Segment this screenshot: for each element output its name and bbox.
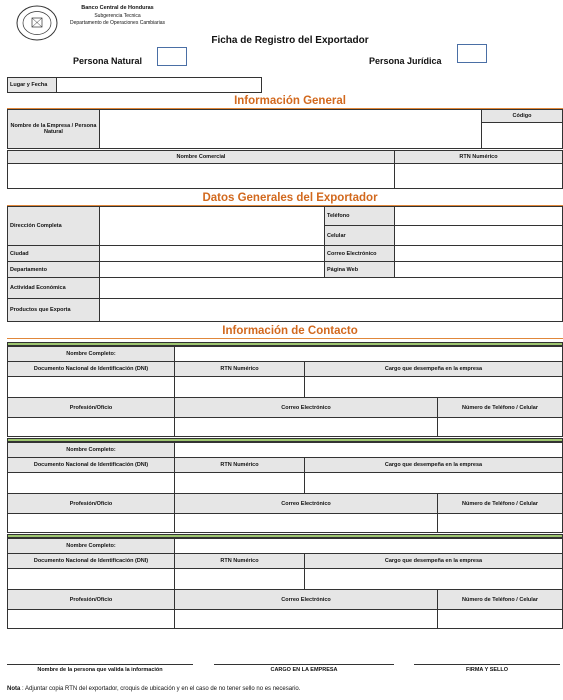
bank-seal-logo: [15, 4, 59, 42]
rtn-field[interactable]: [174, 568, 305, 590]
exporter-data-title: Datos Generales del Exportador: [202, 192, 378, 204]
economic-activity-label: Actividad Económica: [7, 277, 100, 299]
city-label: Ciudad: [7, 245, 100, 262]
rtn-label: RTN Numérico: [174, 457, 305, 473]
position-label: Cargo que desempeña en la empresa: [304, 457, 563, 473]
full-name-field[interactable]: [174, 346, 563, 362]
profession-field[interactable]: [7, 609, 175, 629]
mobile-field[interactable]: [394, 225, 563, 246]
code-label: Código: [481, 109, 563, 123]
mobile-label: Celular: [324, 225, 395, 246]
general-info-title: Información General: [234, 95, 346, 107]
profession-label: Profesión/Oficio: [7, 589, 175, 610]
profession-field[interactable]: [7, 417, 175, 437]
address-label: Dirección Completa: [7, 206, 100, 246]
note-label: Nota: [7, 686, 21, 692]
position-label: Cargo que desempeña en la empresa: [304, 553, 563, 569]
email-label: Correo Electrónico: [174, 493, 438, 514]
code-field[interactable]: [481, 122, 563, 149]
full-name-field[interactable]: [174, 538, 563, 554]
place-date-label: Lugar y Fecha: [7, 77, 57, 93]
email-label: Correo Electrónico: [174, 589, 438, 610]
signature-line: [7, 664, 193, 665]
trade-name-field[interactable]: [7, 163, 395, 189]
phone-label: Número de Teléfono / Celular: [437, 589, 563, 610]
signature-seal-label: FIRMA Y SELLO: [465, 667, 509, 673]
company-position-label: CARGO EN LA EMPRESA: [270, 667, 338, 673]
bank-department: Departamento de Operaciones Cambiarias: [69, 20, 166, 26]
dni-label: Documento Nacional de Identificación (DNI): [7, 457, 175, 473]
exported-products-label: Productos que Exporta: [7, 298, 100, 322]
email-label: Correo Electrónico: [174, 397, 438, 418]
full-name-field[interactable]: [174, 442, 563, 458]
website-field[interactable]: [394, 261, 563, 278]
department-field[interactable]: [99, 261, 325, 278]
department-label: Departamento: [7, 261, 100, 278]
rtn-field[interactable]: [174, 472, 305, 494]
signature-line: [214, 664, 394, 665]
place-date-field[interactable]: [56, 77, 262, 93]
phone-label: Teléfono: [324, 206, 395, 226]
profession-label: Profesión/Oficio: [7, 397, 175, 418]
company-name-field[interactable]: [99, 109, 482, 149]
natural-person-label: Persona Natural: [73, 56, 143, 66]
signature-line: [414, 664, 560, 665]
email-field[interactable]: [174, 513, 438, 533]
dni-field[interactable]: [7, 472, 175, 494]
email-field[interactable]: [174, 609, 438, 629]
phone-label: Número de Teléfono / Celular: [437, 397, 563, 418]
rtn-field[interactable]: [174, 376, 305, 398]
dni-field[interactable]: [7, 568, 175, 590]
legal-person-checkbox[interactable]: [457, 44, 487, 63]
bank-name: Banco Central de Honduras: [81, 5, 154, 11]
rtn-field[interactable]: [394, 163, 563, 189]
rtn-label: RTN Numérico: [394, 150, 563, 164]
email-field[interactable]: [394, 245, 563, 262]
bank-subdivision: Subgerencia Tecnica: [94, 13, 141, 19]
note-text: : Adjuntar copia RTN del exportador, croquis de ubicación y en el caso de no tener sello no es necesario.: [20, 686, 301, 692]
email-label: Correo Electrónico: [324, 245, 395, 262]
phone-label: Número de Teléfono / Celular: [437, 493, 563, 514]
form-title: Ficha de Registro del Exportador: [211, 35, 369, 46]
economic-activity-field[interactable]: [99, 277, 563, 299]
phone-field[interactable]: [437, 513, 563, 533]
website-label: Página Web: [324, 261, 395, 278]
natural-person-checkbox[interactable]: [157, 47, 187, 66]
address-field[interactable]: [99, 206, 325, 246]
rtn-label: RTN Numérico: [174, 361, 305, 377]
phone-field[interactable]: [437, 417, 563, 437]
position-field[interactable]: [304, 472, 563, 494]
legal-person-label: Persona Jurídica: [369, 56, 442, 66]
dni-field[interactable]: [7, 376, 175, 398]
rtn-label: RTN Numérico: [174, 553, 305, 569]
position-field[interactable]: [304, 568, 563, 590]
profession-label: Profesión/Oficio: [7, 493, 175, 514]
trade-name-label: Nombre Comercial: [7, 150, 395, 164]
validator-label: Nombre de la persona que valida la información: [37, 667, 163, 673]
dni-label: Documento Nacional de Identificación (DNI): [7, 361, 175, 377]
dni-label: Documento Nacional de Identificación (DNI): [7, 553, 175, 569]
position-field[interactable]: [304, 376, 563, 398]
full-name-label: Nombre Completo:: [7, 442, 175, 458]
phone-field[interactable]: [394, 206, 563, 226]
exported-products-field[interactable]: [99, 298, 563, 322]
position-label: Cargo que desempeña en la empresa: [304, 361, 563, 377]
contact-info-title: Información de Contacto: [222, 325, 358, 337]
profession-field[interactable]: [7, 513, 175, 533]
full-name-label: Nombre Completo:: [7, 346, 175, 362]
company-name-label: Nombre de la Empresa / Persona Natural: [7, 109, 100, 149]
city-field[interactable]: [99, 245, 325, 262]
footer-note: [7, 686, 557, 692]
email-field[interactable]: [174, 417, 438, 437]
phone-field[interactable]: [437, 609, 563, 629]
divider: [7, 338, 563, 339]
full-name-label: Nombre Completo:: [7, 538, 175, 554]
